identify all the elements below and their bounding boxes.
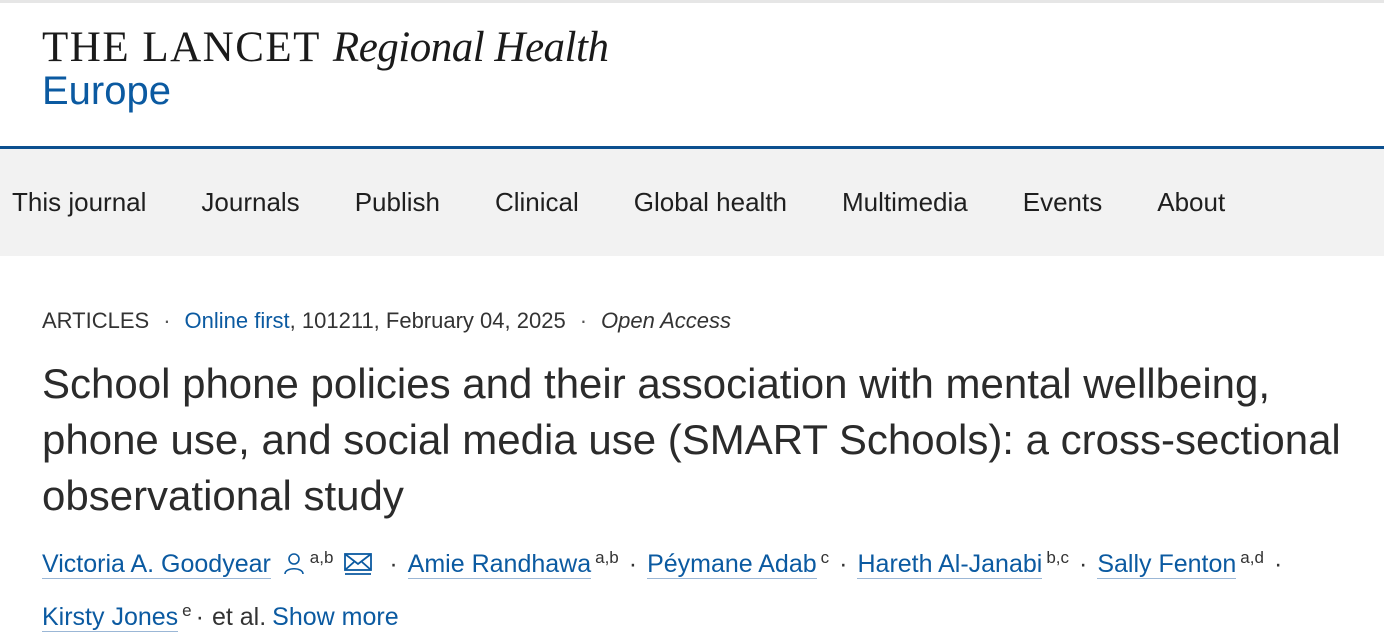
article-citation: , 101211, February 04, 2025 xyxy=(289,308,566,333)
author-item xyxy=(647,550,829,578)
author-name[interactable]: Amie Randhawa xyxy=(407,550,592,578)
nav-item-publish[interactable]: Publish xyxy=(354,187,440,217)
nav-item-this-journal[interactable]: This journal xyxy=(12,187,147,217)
affiliation-sup: e xyxy=(182,601,192,620)
online-first-link[interactable]: Online first xyxy=(184,308,290,333)
affiliation-sup: a,b xyxy=(595,548,619,567)
author-item xyxy=(408,550,619,578)
author-item xyxy=(1097,550,1264,578)
nav-item-global-health[interactable]: Global health xyxy=(633,187,788,217)
author-name[interactable]: Sally Fenton xyxy=(1097,550,1237,578)
affiliation-sup: a,d xyxy=(1240,548,1264,567)
main-nav xyxy=(0,146,1384,256)
separator-dot: · xyxy=(163,308,171,333)
separator-dot: · xyxy=(1273,550,1283,578)
author-list xyxy=(42,536,1362,639)
masthead xyxy=(0,3,1384,146)
separator-dot: · xyxy=(839,550,848,578)
author-name[interactable]: Péymane Adab xyxy=(647,550,817,578)
author-item xyxy=(42,550,379,578)
nav-item-events[interactable]: Events xyxy=(1022,187,1103,217)
nav-item-multimedia[interactable]: Multimedia xyxy=(842,187,968,217)
affiliation-sup: b,c xyxy=(1046,548,1069,567)
separator-dot: · xyxy=(195,603,204,631)
email-icon[interactable] xyxy=(344,545,372,589)
affiliation-sup: c xyxy=(820,548,830,567)
nav-item-journals[interactable]: Journals xyxy=(201,187,300,217)
show-more-link[interactable]: Show more xyxy=(272,603,399,631)
affiliation-sup: a,b xyxy=(309,548,334,567)
author-name[interactable]: Hareth Al-Janabi xyxy=(857,550,1043,578)
open-access-label: Open Access xyxy=(601,308,732,333)
logo-subtitle: Regional Health xyxy=(332,24,609,71)
journal-logo[interactable] xyxy=(42,23,608,112)
logo-title: THE LANCET xyxy=(42,24,321,71)
separator-dot: · xyxy=(1079,550,1088,578)
separator-dot: · xyxy=(628,550,638,578)
nav-item-about[interactable]: About xyxy=(1157,187,1226,217)
logo-region: Europe xyxy=(42,69,171,113)
et-al-label: et al. xyxy=(211,603,267,631)
author-item xyxy=(42,603,192,631)
author-name[interactable]: Victoria A. Goodyear xyxy=(42,550,271,578)
separator-dot: · xyxy=(389,550,398,578)
article-meta xyxy=(42,300,1362,342)
separator-dot: · xyxy=(579,308,588,333)
author-name[interactable]: Kirsty Jones xyxy=(42,603,179,631)
article-title: School phone policies and their association with mental wellbeing, phone use, and social media use (SMART Schools): a cross-sectional observational study xyxy=(42,360,1341,519)
nav-item-clinical[interactable]: Clinical xyxy=(494,187,579,217)
person-icon[interactable] xyxy=(282,545,306,589)
article-header xyxy=(42,300,1362,639)
author-item xyxy=(857,550,1069,578)
article-type: ARTICLES xyxy=(42,308,150,333)
